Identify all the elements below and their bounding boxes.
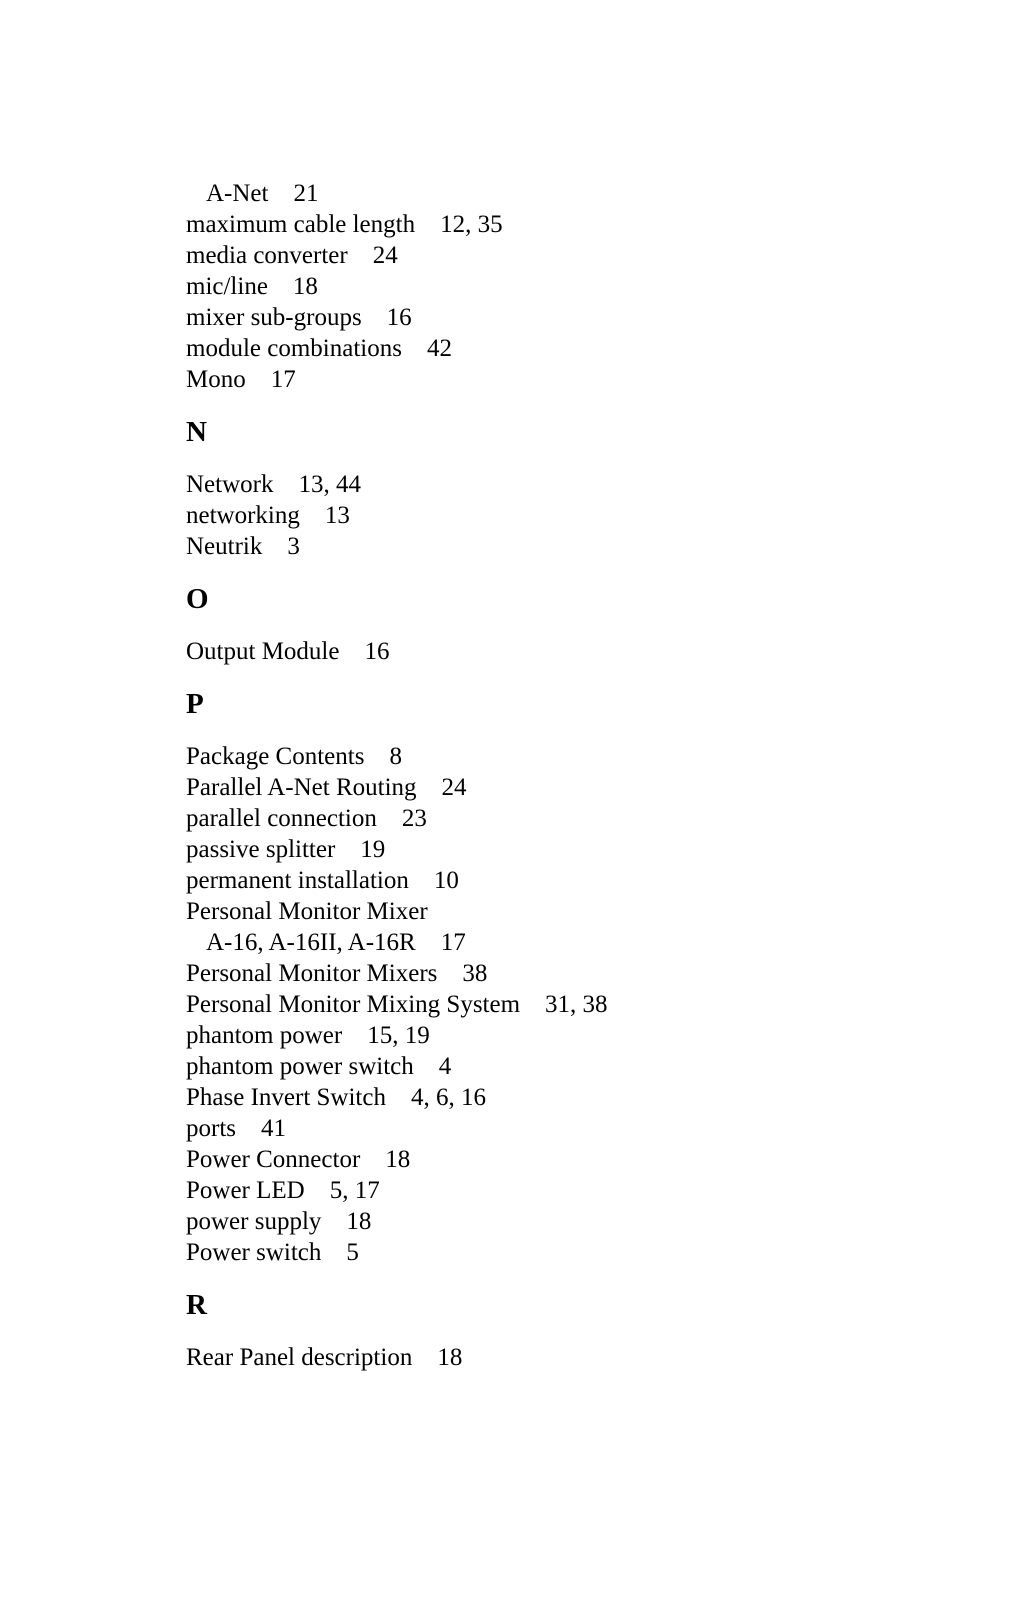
index-term: Parallel A-Net Routing [186,774,417,801]
index-term: Power Connector [186,1146,361,1173]
index-entry [186,1113,886,1144]
index-entry [186,741,886,772]
index-section [186,584,886,667]
index-page-refs: 17 [270,366,296,393]
index-page-refs: 12, 35 [440,211,503,238]
continued-entries [186,178,886,395]
index-entry [186,896,886,927]
index-page-refs: 19 [360,836,386,863]
index-page-refs: 15, 19 [367,1022,430,1049]
index-term: Rear Panel description [186,1344,413,1371]
index-page-refs: 18 [292,273,318,300]
index-entry [186,1206,886,1237]
index-sections [186,417,886,1373]
index-term: Package Contents [186,743,365,770]
index-page-refs: 5 [346,1239,359,1266]
index-term: Network [186,471,274,498]
index-term: Personal Monitor Mixer [186,898,428,925]
index-term: networking [186,502,300,529]
index-term: Personal Monitor Mixers [186,960,438,987]
index-term: Power LED [186,1177,305,1204]
index-entry [186,531,886,562]
index-term: Phase Invert Switch [186,1084,386,1111]
index-entry [186,834,886,865]
index-entry [186,772,886,803]
index-entry [186,364,886,395]
index-page-refs: 18 [437,1344,463,1371]
index-term: parallel connection [186,805,377,832]
index-entry [186,1237,886,1268]
index-page-refs: 16 [364,638,390,665]
index-entry [186,1342,886,1373]
index-entry [186,1144,886,1175]
index-entry [186,803,886,834]
index-section [186,1290,886,1373]
index-term: permanent installation [186,867,409,894]
index-term: A-Net [206,180,269,207]
index-entry [186,469,886,500]
index-entry [186,1082,886,1113]
index-page-refs: 17 [440,929,466,956]
index-page-refs: 10 [433,867,459,894]
index-term: ports [186,1115,236,1142]
index-term: Personal Monitor Mixing System [186,991,521,1018]
index-page-refs: 3 [287,533,300,560]
index-entry [186,209,886,240]
index-term: phantom power switch [186,1053,414,1080]
index-entry [186,865,886,896]
index-term: power supply [186,1208,322,1235]
index-entry [186,333,886,364]
index-entry [186,989,886,1020]
section-letter-heading: R [186,1289,207,1321]
index-term: module combinations [186,335,402,362]
index-page-refs: 24 [372,242,398,269]
index-term: Mono [186,366,246,393]
index-page-refs: 18 [385,1146,411,1173]
index-section [186,689,886,1268]
index-term: Power switch [186,1239,322,1266]
index-entry [186,240,886,271]
index-term: passive splitter [186,836,336,863]
index-section [186,417,886,562]
index-page-refs: 24 [441,774,467,801]
index-term: mic/line [186,273,268,300]
index-page-refs: 31, 38 [545,991,608,1018]
index-page [186,178,886,1373]
index-entry [186,636,886,667]
index-entry [186,1020,886,1051]
index-page-refs: 13 [324,502,350,529]
index-term: Neutrik [186,533,263,560]
index-term: mixer sub-groups [186,304,362,331]
index-term: A-16, A-16II, A-16R [206,929,416,956]
index-term: maximum cable length [186,211,416,238]
index-entry [186,271,886,302]
index-page-refs: 38 [462,960,488,987]
index-page-refs: 13, 44 [298,471,361,498]
section-letter-heading: O [186,583,209,615]
index-page-refs: 41 [261,1115,286,1142]
index-page-refs: 16 [386,304,412,331]
index-page-refs: 5, 17 [329,1177,380,1204]
index-term: phantom power [186,1022,343,1049]
section-letter-heading: N [186,416,207,448]
index-entry [186,500,886,531]
index-page-refs: 21 [293,180,319,207]
index-page-refs: 18 [346,1208,372,1235]
section-letter-heading: P [186,688,204,720]
index-entry [186,178,886,209]
index-page-refs: 4 [438,1053,452,1080]
index-page-refs: 42 [426,335,452,362]
index-page-refs: 4, 6, 16 [410,1084,486,1111]
index-entry [186,302,886,333]
index-entry [186,958,886,989]
index-entry [186,927,886,958]
index-page-refs: 8 [389,743,402,770]
index-term: Output Module [186,638,340,665]
index-page-refs: 23 [401,805,427,832]
index-term: media converter [186,242,348,269]
index-entry [186,1051,886,1082]
index-entry [186,1175,886,1206]
